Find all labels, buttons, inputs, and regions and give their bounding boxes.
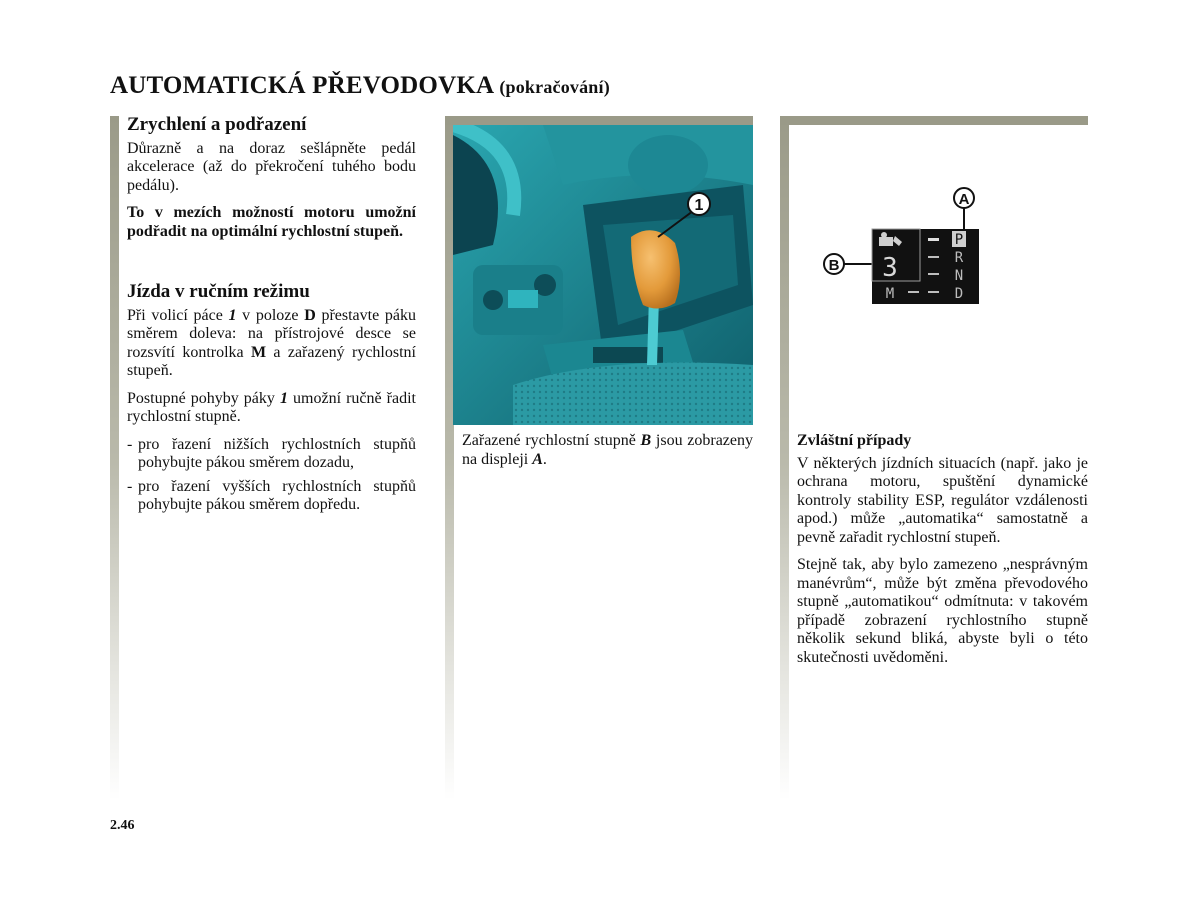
- page-title: [110, 72, 610, 100]
- list-item: - pro řazení vyšších rychlostních stupňů pohybujte pákou směrem dopředu.: [127, 477, 416, 513]
- title-main: AUTOMATICKÁ PŘEVODOVKA: [110, 72, 493, 99]
- mode-letter: M: [885, 286, 895, 302]
- section-title-acceleration: Zrychlení a podřazení: [127, 114, 307, 135]
- list-item: - pro řazení nižších rychlostních stupňů pohybujte pákou směrem dozadu,: [127, 435, 416, 471]
- label-a: A: [958, 191, 970, 208]
- paragraph-downshift: To v mezích možností motoru umožní podřadit na optimální rychlostní stupeň.: [127, 204, 416, 240]
- section-title-special-cases: Zvláštní případy: [797, 432, 912, 449]
- column-right: [780, 116, 1088, 800]
- position-d: D: [954, 286, 964, 302]
- column-middle: [445, 116, 753, 800]
- column-left-text: [127, 116, 416, 520]
- column-right-text: [797, 432, 1088, 676]
- column-bar: [780, 116, 789, 800]
- column-top-bar: [445, 116, 753, 125]
- paragraph-manual-mode: Při volicí páce 1 v poloze D přestavte páku směrem doleva: na přístrojové desce se rozsvítí kontrolka M a zařazený rychlostní stupeň.: [127, 306, 416, 379]
- label-b: B: [828, 257, 840, 274]
- photo-callout-number: 1: [694, 197, 704, 214]
- gear-display-diagram: [820, 186, 1020, 316]
- paragraph-special-1: V některých jízdních situacích (např. jako je ochrana motoru, spuštění dynamické kontroly stability ESP, regulátor vzdálenosti apod.) může „automatika“ samostatně a pevně zařadit rychlostní stupeň.: [797, 454, 1088, 546]
- gear-digit: 3: [882, 253, 898, 283]
- paragraph-gear-steps: Postupné pohyby páky 1 umožní ručně řadit rychlostní stupně.: [127, 389, 416, 425]
- column-bar: [110, 116, 119, 800]
- position-n: N: [954, 268, 964, 284]
- position-p: P: [954, 232, 964, 248]
- column-left: [110, 116, 416, 800]
- position-r: R: [954, 250, 964, 266]
- section-title-manual-mode: Jízda v ručním režimu: [127, 281, 310, 302]
- paragraph-acceleration: Důrazně a na doraz sešlápněte pedál akcelerace (až do překročení tuhého bodu pedálu).: [127, 139, 416, 194]
- column-top-bar: [780, 116, 1088, 125]
- gear-lever-photo: [453, 125, 753, 425]
- title-subtitle: (pokračování): [499, 77, 610, 97]
- page-number: 2.46: [110, 818, 135, 833]
- bullet-list: [127, 436, 416, 515]
- paragraph-special-2: Stejně tak, aby bylo zamezeno „nesprávným manévrům“, může být změna převodového stupně „automatikou“ odmítnuta: v takovém případě zobrazení rychlostního stupně několik sekund bliká, abyste byli o této skutečnosti uvědoměni.: [797, 556, 1088, 666]
- photo-caption: Zařazené rychlostní stupně B jsou zobrazeny na displeji A.: [462, 432, 754, 468]
